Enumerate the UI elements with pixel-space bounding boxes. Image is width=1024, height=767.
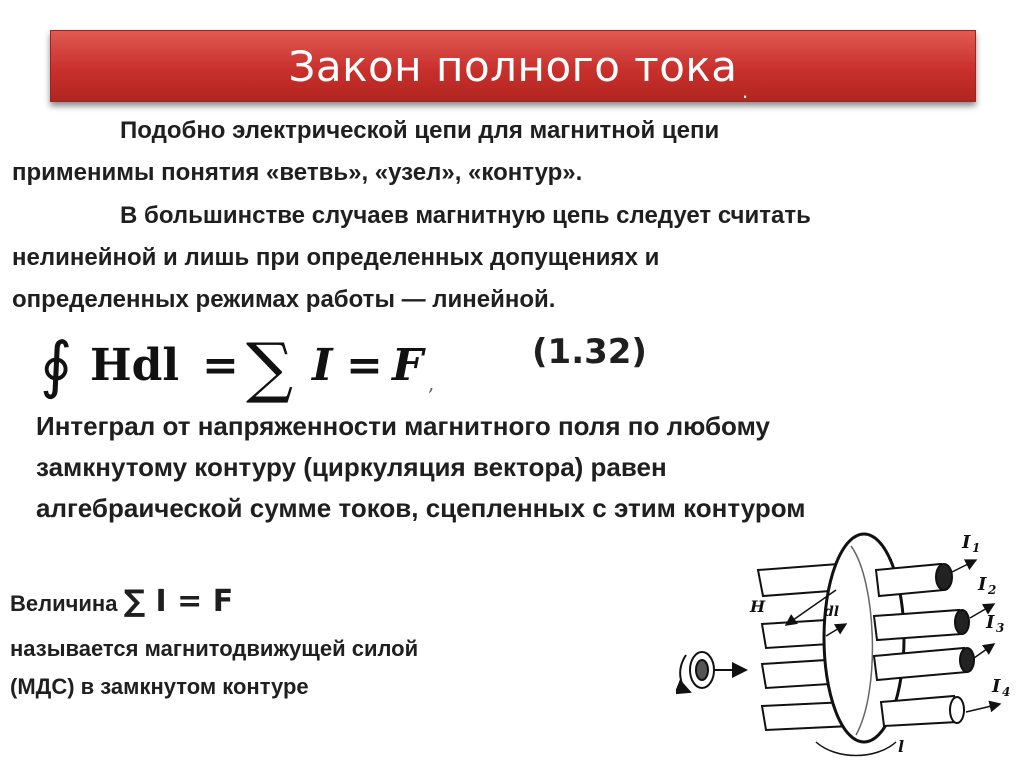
equation-number: (1.32) [532,332,647,372]
arrow-I4 [966,704,1000,712]
arrow-I1 [952,560,976,572]
integral-line2: замкнутому контуру (циркуляция вектора) равен [36,452,667,482]
label-I3: I [986,612,995,633]
rod-1-end [936,564,952,590]
paragraph2-line3: определенных режимах работы — линейной. [12,286,556,313]
formula-sum-sign: ∑ [246,329,294,406]
label-I2: I [978,574,987,595]
label-H: H [750,597,766,616]
label-dl: dl [824,604,840,620]
formula-equals-2: = [346,340,383,391]
paragraph1-line1: Подобно электрической цепи для магнитной цепи [120,117,720,144]
title-dot: . [742,78,749,103]
paragraph1-line2: применимы понятия «ветвь», «узел», «контур». [12,159,583,186]
rod-1-front [876,564,944,596]
ampere-law-formula [40,320,460,406]
label-I4-sub: 4 [1002,685,1011,699]
label-l: l [898,737,905,756]
rod-4-end [950,697,964,723]
formula-integrand: Hdl [90,340,180,391]
arrow-I3 [974,644,994,658]
mds-description [10,630,530,706]
rod-2-end [955,610,969,634]
contour-integral-sign: ∮ [40,328,73,401]
rod-2-front [874,610,962,640]
mds-line2: (МДС) в замкнутом контуре [10,674,309,699]
slide-title-bar [50,30,976,102]
rod-4-front [881,696,957,726]
paragraph2-line2: нелинейной и лишь при определенных допущениях и [12,244,660,271]
formula-result: F [392,340,424,391]
label-I1-sub: 1 [972,541,981,555]
coil-instrument [680,652,746,692]
coil-hub [696,660,708,680]
rod-3-end [960,648,974,672]
contour-line-l [816,742,896,756]
label-I4: I [992,676,1001,697]
paragraph-branches [12,110,1012,194]
current-contour-diagram [676,520,1022,765]
label-I3-sub: 3 [996,621,1005,635]
coil-rotation-arrow [680,655,690,692]
paragraph2-line1: В большинстве случаев магнитную цепь следует считать [120,202,811,229]
magnitude-label: Величина [10,591,118,616]
integral-definition [36,406,996,529]
integral-line1: Интеграл от напряженности магнитного поля по любому [36,411,770,441]
integral-line3: алгебраической сумме токов, сцепленных с этим контуром [36,493,806,523]
paragraph-nonlinear [12,195,1012,321]
formula-trailing-comma: , [428,371,435,395]
magnitude-row [10,584,233,619]
formula-equals-1: = [202,340,239,391]
label-I1: I [962,532,971,553]
mds-line1: называется магнитодвижущей силой [10,636,419,661]
slide-title: Закон полного тока [288,41,738,91]
formula-current: I [312,340,333,391]
label-I2-sub: 2 [988,583,997,597]
magnitude-expression: ∑ I = F [123,584,234,619]
